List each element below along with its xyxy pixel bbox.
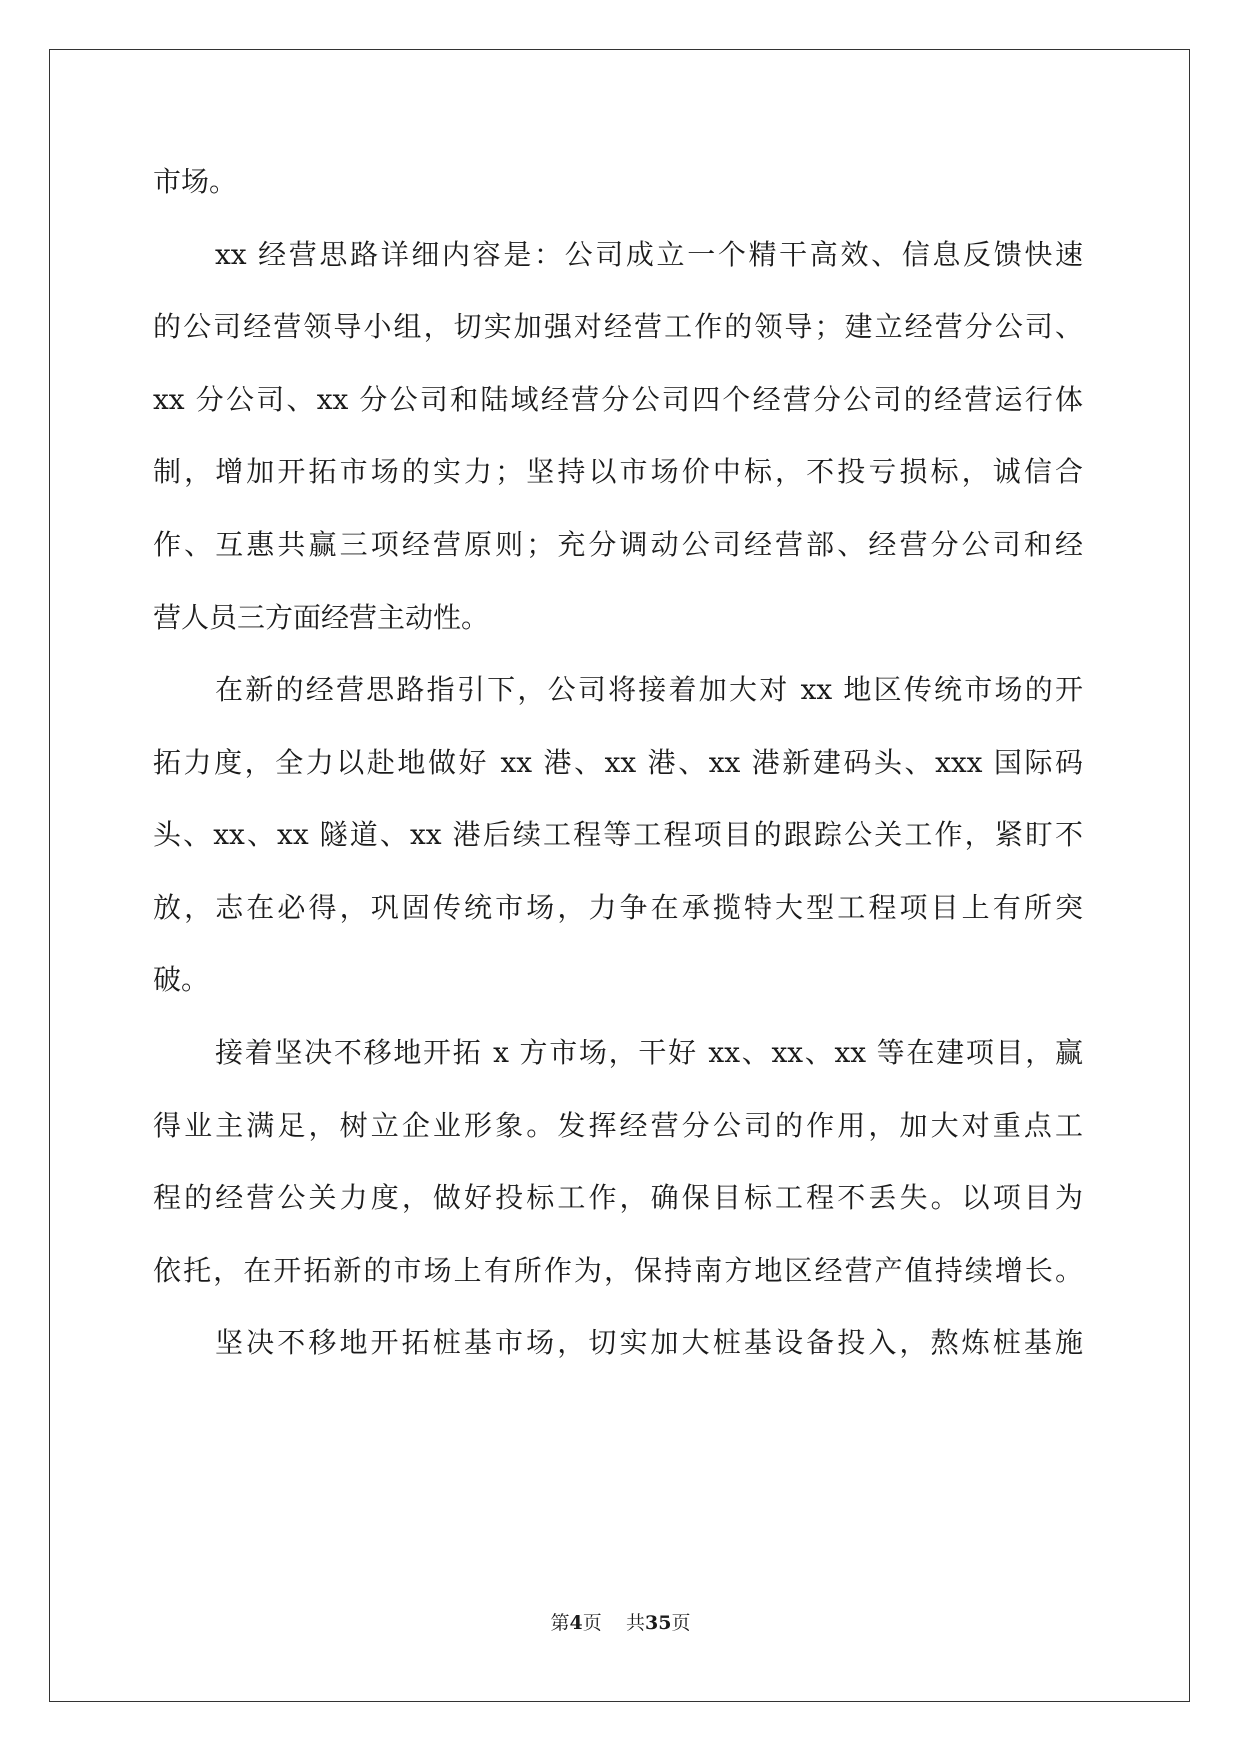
text-line: 在新的经营思路指引下，公司将接着加大对 xx 地区传统市场的开	[215, 673, 1083, 706]
text-line: 依托，在开拓新的市场上有所作为，保持南方地区经营产值持续增长。	[153, 1254, 1083, 1287]
text-line: 市场。	[153, 165, 238, 198]
text-line: 制，增加开拓市场的实力；坚持以市场价中标，不投亏损标，诚信合	[153, 455, 1083, 488]
text-line: 程的经营公关力度，做好投标工作，确保目标工程不丢失。以项目为	[153, 1181, 1083, 1214]
footer-page-suffix: 页	[582, 1612, 602, 1634]
footer-prefix: 第	[550, 1612, 570, 1634]
text-line: 头、xx、xx 隧道、xx 港后续工程等工程项目的跟踪公关工作，紧盯不	[153, 818, 1083, 851]
text-line: 接着坚决不移地开拓 x 方市场，干好 xx、xx、xx 等在建项目，赢	[215, 1036, 1083, 1069]
text-line: 的公司经营领导小组，切实加强对经营工作的领导；建立经营分公司、	[153, 310, 1083, 343]
text-line: 营人员三方面经营主动性。	[153, 601, 490, 634]
total-pages: 35	[644, 1612, 672, 1634]
text-line: 坚决不移地开拓桩基市场，切实加大桩基设备投入，熬炼桩基施	[215, 1326, 1083, 1359]
text-line: 得业主满足，树立企业形象。发挥经营分公司的作用，加大对重点工	[153, 1109, 1083, 1142]
page-footer	[0, 1608, 1241, 1635]
page-number: 4	[569, 1612, 583, 1634]
footer-total-prefix: 共	[625, 1612, 645, 1634]
text-line: 放，志在必得，巩固传统市场，力争在承揽特大型工程项目上有所突	[153, 891, 1083, 924]
text-line: 破。	[153, 963, 210, 996]
text-line: 作、互惠共赢三项经营原则；充分调动公司经营部、经营分公司和经	[153, 528, 1083, 561]
text-line: 拓力度，全力以赴地做好 xx 港、xx 港、xx 港新建码头、xxx 国际码	[153, 746, 1083, 779]
footer-total-suffix: 页	[671, 1612, 691, 1634]
page-border	[49, 49, 1190, 1702]
text-line: xx 分公司、xx 分公司和陆域经营分公司四个经营分公司的经营运行体	[153, 383, 1083, 416]
text-line: xx 经营思路详细内容是：公司成立一个精干高效、信息反馈快速	[215, 238, 1083, 271]
